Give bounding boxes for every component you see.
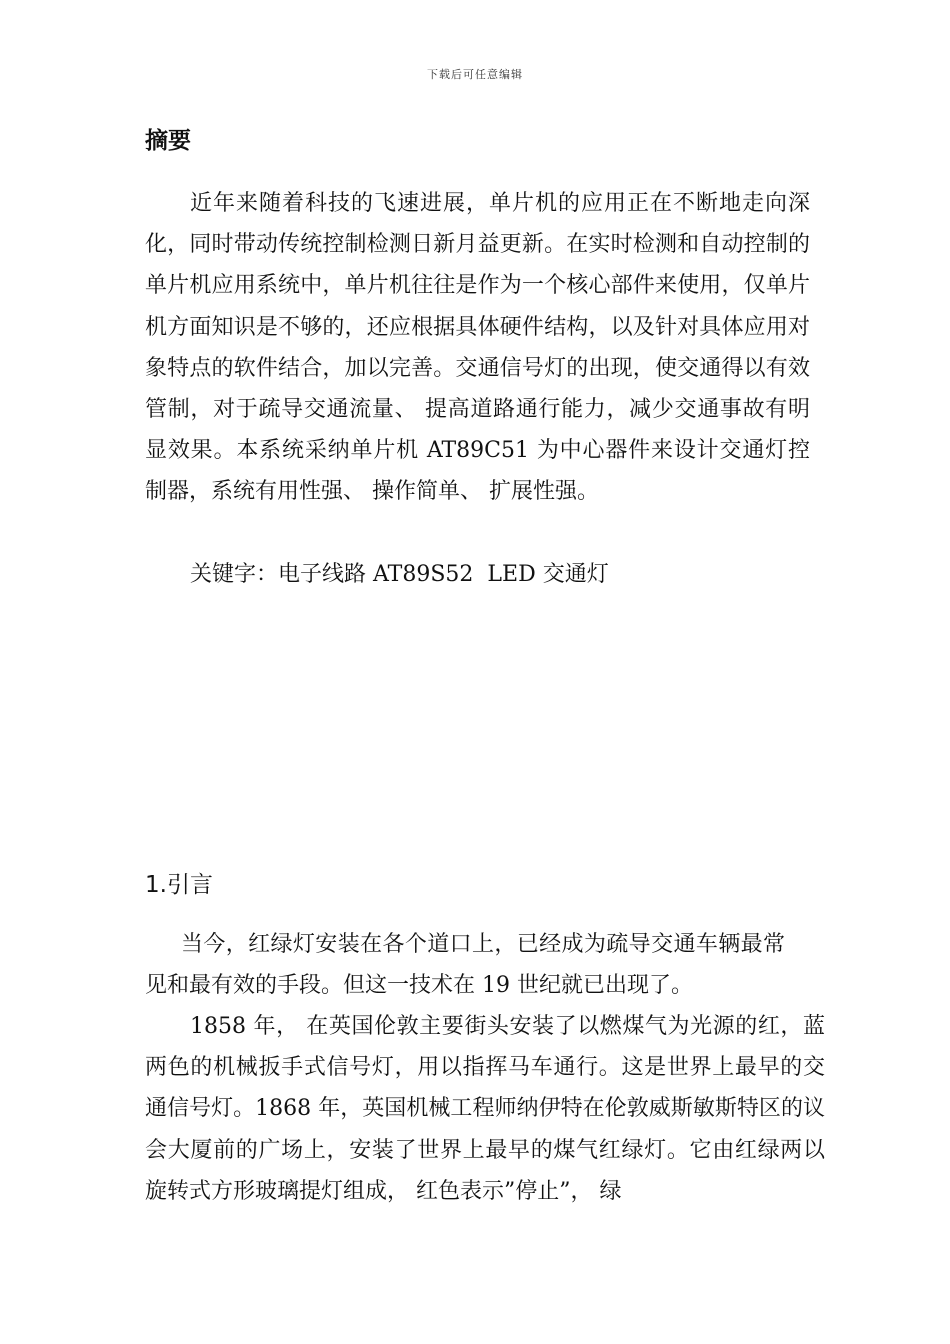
introduction-title: 1.引言 (145, 872, 213, 898)
abstract-body: 近年来随着科技的飞速进展，单片机的应用正在不断地走向深化，同时带动传统控制检测日新月益更新。在实时检测和自动控制的单片机应用系统中，单片机往往是作为一个核心部件来使用，仅单片机方面知识是不够的，还应根据具体硬件结构，以及针对具体应用对象特点的软件结合，加以完善。交通信号灯的出现，使交通得以有效管制，对于疏导交通流量、 提高道路通行能力，减少交通事故有明显效果。本系统采纳单片机 AT89C51 为中心器件来设计交通灯控制器，系统有用性强、 操作简单、 扩展性强。 (145, 191, 810, 505)
introduction-paragraph-1: 当今，红绿灯安装在各个道口上，已经成为疏导交通车辆最常见和最有效的手段。但这一技术在 19 世纪就已出现了。 (145, 932, 785, 999)
introduction-paragraph-2: 1858 年， 在英国伦敦主要街头安装了以燃煤气为光源的红，蓝两色的机械扳手式信号灯，用以指挥马车通行。这是世界上最早的交通信号灯。1868 年，英国机械工程师纳伊特在伦敦威斯敏斯特区的议会大厦前的广场上，安装了世界上最早的煤气红绿灯。它由红绿两以旋转式方形玻璃提灯组成， 红色表示”停止”， 绿 (145, 1014, 825, 1204)
header-note: 下载后可任意编辑 (427, 68, 523, 81)
abstract-title: 摘要 (145, 128, 191, 154)
keywords-line: 关键字：电子线路 AT89S52 LED 交通灯 (190, 562, 609, 587)
